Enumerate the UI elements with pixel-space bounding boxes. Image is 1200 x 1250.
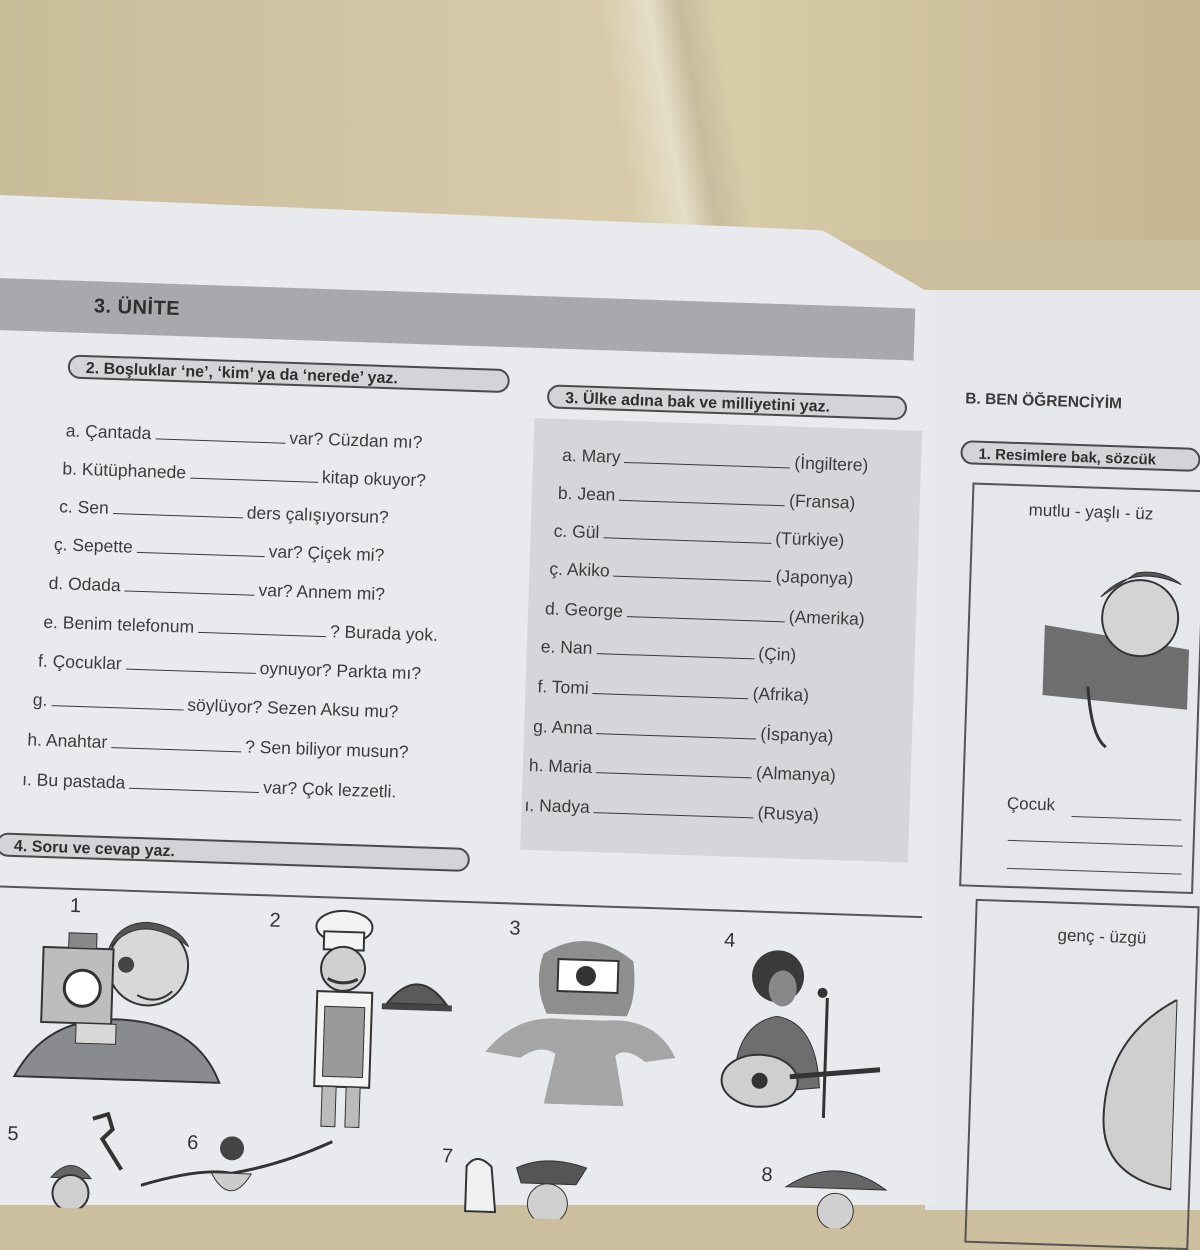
singer-illustration — [718, 945, 904, 1126]
right-exercise-heading: 1. Resimlere bak, sözcük — [960, 440, 1200, 472]
picture-number: 2 — [269, 909, 282, 932]
fill-item — [32, 689, 398, 722]
item-label: d. George — [544, 598, 624, 621]
answer-blank[interactable] — [126, 655, 256, 674]
fill-item — [43, 612, 438, 646]
answer-blank[interactable] — [596, 719, 756, 739]
picture-number: 7 — [441, 1145, 454, 1168]
word-choices-bottom: genç - üzgü — [1057, 925, 1147, 948]
country-name: (Afrika) — [752, 683, 810, 706]
chef-illustration — [283, 905, 461, 1141]
picture-number: 5 — [7, 1122, 19, 1146]
photographer-illustration — [484, 932, 690, 1109]
country-name: (İngiltere) — [794, 452, 869, 476]
item-label: c. Gül — [553, 520, 600, 543]
fill-item — [65, 420, 422, 453]
answer-blank[interactable] — [155, 424, 285, 443]
country-name: (Almanya) — [755, 762, 837, 786]
fill-item — [48, 573, 385, 605]
item-text: söylüyor? Sezen Aksu mu? — [187, 694, 399, 722]
item-text: var? Annem mi? — [258, 579, 386, 605]
item-label: a. Çantada — [65, 420, 152, 444]
answer-blank[interactable] — [603, 523, 771, 544]
item-text: oynuyor? Parkta mı? — [259, 657, 422, 684]
picture-number: 8 — [761, 1163, 773, 1187]
picture-number: 6 — [186, 1131, 199, 1155]
answer-blank[interactable] — [619, 486, 785, 506]
item-label: h. Maria — [528, 754, 593, 778]
fill-item — [27, 729, 409, 763]
sick-child-illustration — [1035, 545, 1193, 780]
item-label: ç. Sepette — [53, 534, 134, 557]
answer-blank[interactable] — [113, 499, 243, 518]
ranger-illustration — [780, 1152, 892, 1231]
fill-item — [22, 769, 397, 802]
picture-number: 1 — [69, 894, 82, 918]
answer-label: Çocuk — [1006, 793, 1056, 815]
country-name: (Amerika) — [788, 606, 865, 630]
answer-blank[interactable] — [137, 538, 265, 557]
cameraman-illustration — [4, 906, 240, 1094]
item-text: var? Çok lezzetli. — [262, 777, 397, 802]
word-choices-top: mutlu - yaşlı - üz — [1028, 500, 1154, 524]
unit-title: 3. ÜNİTE — [93, 295, 181, 321]
answer-blank[interactable] — [596, 758, 752, 778]
country-name: (Türkiye) — [774, 528, 845, 551]
answer-blank[interactable] — [124, 576, 254, 595]
item-label: a. Mary — [561, 444, 621, 467]
answer-blank[interactable] — [129, 774, 259, 793]
item-label: e. Benim telefonum — [43, 611, 195, 637]
fill-item — [62, 458, 426, 491]
sad-person-illustration — [1091, 997, 1178, 1200]
section-3-heading: 3. Ülke adına bak ve milliyetini yaz. — [547, 384, 908, 420]
country-name: (Fransa) — [788, 490, 856, 513]
item-label: ı. Bu pastada — [21, 769, 126, 793]
item-label: c. Sen — [58, 496, 110, 518]
answer-blank[interactable] — [198, 618, 326, 637]
item-label: d. Odada — [48, 572, 121, 596]
fill-item — [38, 651, 422, 685]
item-label: b. Jean — [557, 482, 616, 505]
answer-blank[interactable] — [596, 639, 754, 659]
country-name: (Çin) — [757, 643, 797, 665]
fill-item — [59, 496, 389, 528]
section-2-heading: 2. Boşluklar ‘ne’, ‘kim’ ya da ‘nerede’ yaz. — [67, 354, 510, 393]
item-text: var? Çiçek mi? — [268, 541, 385, 566]
mechanic-illustration — [30, 1107, 143, 1211]
item-text: var? Cüzdan mı? — [288, 427, 423, 453]
country-name: (İspanya) — [760, 723, 834, 747]
item-text: kitap okuyor? — [321, 466, 427, 491]
item-label: g. Anna — [532, 716, 593, 739]
right-section-title: B. BEN ÖĞRENCİYİM — [965, 390, 1123, 413]
item-text: ders çalışıyorsun? — [246, 502, 390, 528]
section-4-heading: 4. Soru ve cevap yaz. — [0, 832, 470, 872]
answer-blank[interactable] — [594, 798, 754, 818]
answer-blank[interactable] — [190, 464, 318, 483]
item-text: ? Sen biliyor musun? — [244, 736, 409, 762]
answer-blank[interactable] — [627, 602, 785, 622]
police-officer-illustration — [455, 1146, 617, 1221]
item-text: ? Burada yok. — [329, 621, 439, 645]
item-label: e. Nan — [540, 636, 593, 658]
item-label: ı. Nadya — [524, 794, 591, 817]
item-label: f. Çocuklar — [37, 650, 123, 674]
answer-blank[interactable] — [51, 691, 183, 710]
dancer-illustration — [140, 1125, 343, 1212]
answer-blank[interactable] — [111, 733, 241, 752]
item-label: f. Tomi — [537, 676, 590, 698]
item-label: ç. Akiko — [549, 558, 611, 581]
answer-blank[interactable] — [593, 679, 749, 699]
picture-number: 3 — [509, 917, 521, 940]
item-label: h. Anahtar — [27, 729, 108, 752]
item-label: g. — [32, 689, 48, 710]
fill-item — [54, 534, 385, 566]
answer-blank[interactable] — [614, 562, 772, 582]
country-name: (Japonya) — [775, 566, 854, 589]
answer-blank[interactable] — [624, 448, 790, 468]
item-label: b. Kütüphanede — [62, 458, 187, 483]
country-name: (Rusya) — [757, 802, 820, 825]
picture-number: 4 — [723, 929, 736, 952]
